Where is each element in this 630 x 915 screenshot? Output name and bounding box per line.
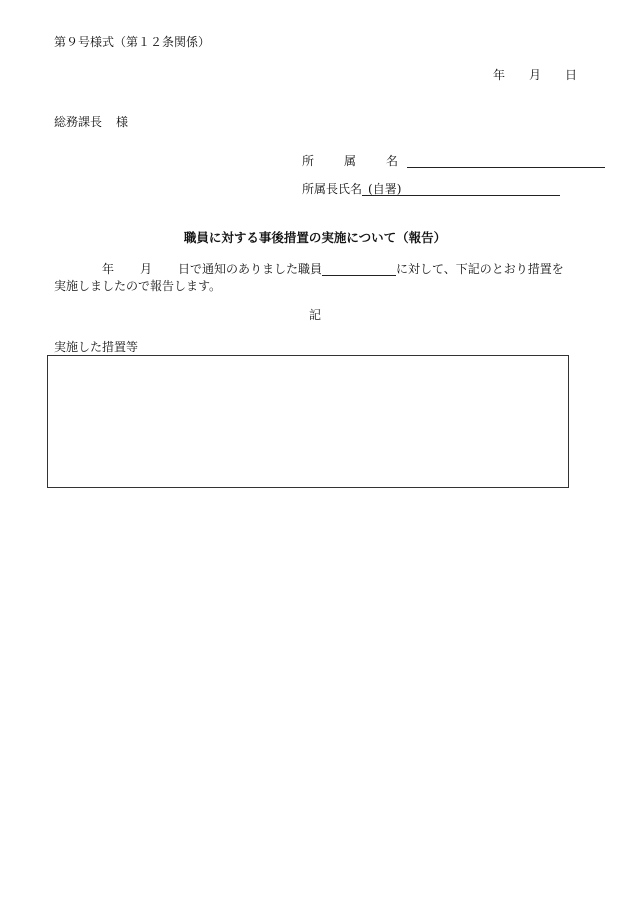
body-month: 月 xyxy=(140,262,153,276)
form-number: 第９号様式（第１２条関係） xyxy=(54,35,211,49)
addressee-honorific: 様 xyxy=(116,115,129,129)
addressee-name: 総務課長 xyxy=(54,115,103,129)
department-row xyxy=(302,153,605,168)
ki-heading: 記 xyxy=(308,308,321,322)
department-label: 所 属 名 xyxy=(302,154,408,168)
department-input-line[interactable] xyxy=(407,153,605,168)
department-head-input-line[interactable] xyxy=(362,181,560,196)
document-title: 職員に対する事後措置の実施について（報告） xyxy=(183,230,447,245)
date-year: 年 xyxy=(492,68,505,82)
body-line-1 xyxy=(54,262,564,276)
date-line xyxy=(493,68,577,82)
department-head-label: 所属長氏名 xyxy=(302,182,363,196)
body-day-text: 日で通知のありました職員 xyxy=(178,262,323,276)
addressee xyxy=(54,115,128,129)
body-line-2: 実施しましたので報告します。 xyxy=(54,279,222,293)
date-month: 月 xyxy=(528,68,541,82)
body-year: 年 xyxy=(102,262,115,276)
measures-box[interactable] xyxy=(47,355,569,488)
department-head-row xyxy=(302,181,560,196)
signature-note: (自署) xyxy=(368,182,402,196)
employee-name-blank[interactable] xyxy=(322,263,396,276)
date-day: 日 xyxy=(564,68,577,82)
body-after-blank: に対して、下記のとおり措置を xyxy=(396,262,564,276)
measures-label: 実施した措置等 xyxy=(54,340,139,354)
